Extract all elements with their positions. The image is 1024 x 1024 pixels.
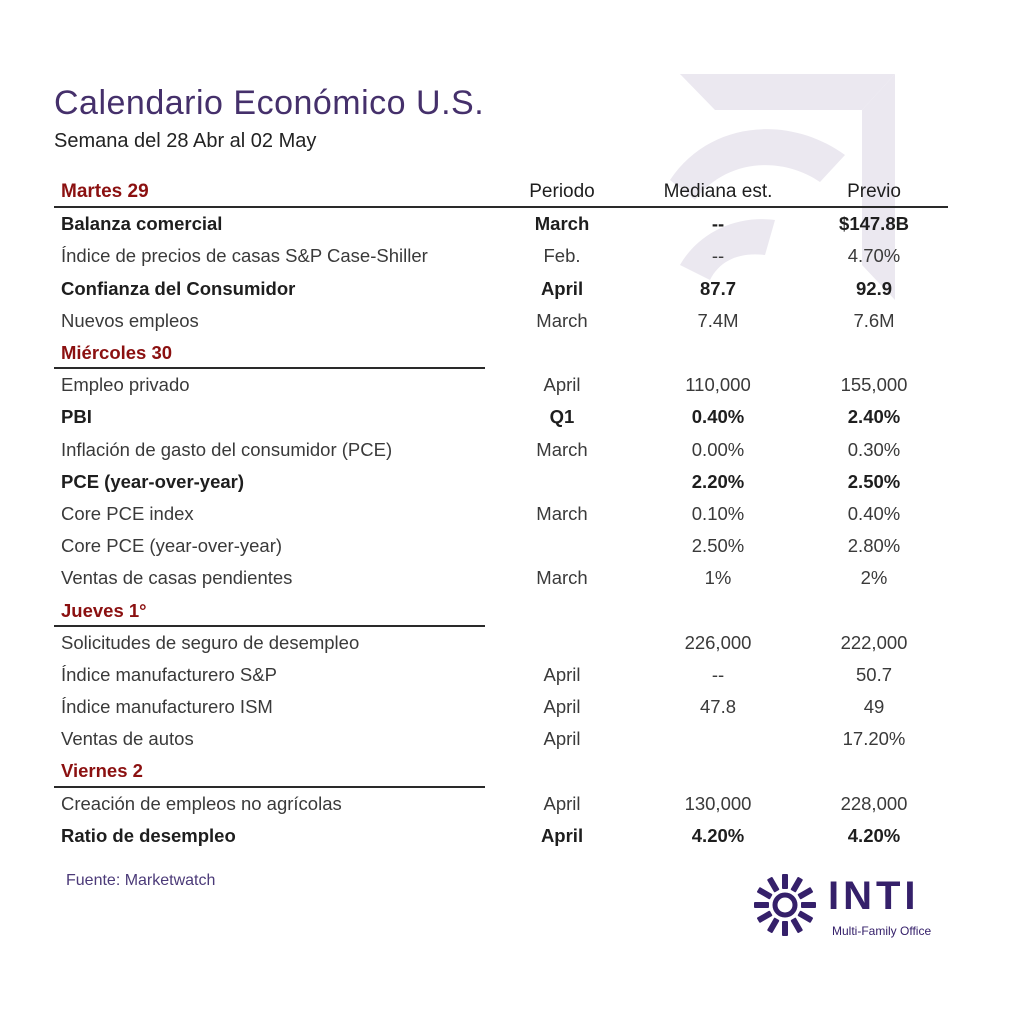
period-value: April bbox=[543, 663, 581, 685]
day-header-row bbox=[54, 594, 954, 626]
indicator-name: PBI bbox=[61, 406, 92, 428]
table-row bbox=[54, 305, 954, 337]
previous-value: 49 bbox=[863, 696, 885, 718]
table-row bbox=[54, 788, 954, 820]
indicator-name: Índice manufacturero ISM bbox=[61, 696, 273, 718]
indicator-name: Balanza comercial bbox=[61, 213, 223, 235]
indicator-name: Core PCE index bbox=[61, 502, 194, 524]
day-label: Martes 29 bbox=[61, 181, 149, 203]
period-value: March bbox=[536, 567, 588, 589]
table-row bbox=[54, 691, 954, 723]
indicator-name: Core PCE (year-over-year) bbox=[61, 535, 283, 557]
period-value: March bbox=[536, 502, 588, 524]
period-value: March bbox=[536, 309, 588, 331]
sun-logo-icon bbox=[752, 872, 818, 938]
previous-value: 0.30% bbox=[847, 438, 901, 460]
day-header-row bbox=[54, 755, 954, 787]
previous-value: 50.7 bbox=[856, 663, 893, 685]
calendar-table bbox=[54, 176, 954, 852]
period-value: April bbox=[543, 728, 581, 750]
median-value: 4.20% bbox=[691, 824, 745, 846]
median-value: 2.50% bbox=[691, 535, 745, 557]
table-row bbox=[54, 627, 954, 659]
column-header-previo: Previo bbox=[847, 181, 901, 203]
indicator-name: Índice manufacturero S&P bbox=[61, 663, 277, 685]
table-row bbox=[54, 562, 954, 594]
indicator-name: Índice de precios de casas S&P Case-Shiller bbox=[61, 245, 428, 267]
previous-value: 2% bbox=[860, 567, 888, 589]
indicator-name: PCE (year-over-year) bbox=[61, 470, 245, 492]
median-value: -- bbox=[711, 213, 725, 235]
period-value: April bbox=[543, 696, 581, 718]
indicator-name: Empleo privado bbox=[61, 374, 190, 396]
previous-value: 7.6M bbox=[853, 309, 895, 331]
table-row bbox=[54, 498, 954, 530]
median-value: 130,000 bbox=[684, 792, 752, 814]
page-subtitle: Semana del 28 Abr al 02 May bbox=[54, 130, 317, 152]
previous-value: 2.80% bbox=[847, 535, 901, 557]
indicator-name: Nuevos empleos bbox=[61, 309, 199, 331]
table-row bbox=[54, 369, 954, 401]
indicator-name: Solicitudes de seguro de desempleo bbox=[61, 631, 360, 653]
indicator-name: Ratio de desempleo bbox=[61, 824, 236, 846]
indicator-name: Ventas de casas pendientes bbox=[61, 567, 293, 589]
indicator-name: Inflación de gasto del consumidor (PCE) bbox=[61, 438, 393, 460]
previous-value: 228,000 bbox=[840, 792, 908, 814]
period-value: April bbox=[540, 824, 584, 846]
median-value: 2.20% bbox=[691, 470, 745, 492]
previous-value: 4.70% bbox=[847, 245, 901, 267]
logo-wordmark: INTI bbox=[828, 874, 920, 918]
source-note: Fuente: Marketwatch bbox=[66, 872, 216, 889]
table-row bbox=[54, 723, 954, 755]
median-value: -- bbox=[711, 663, 725, 685]
table-header-row bbox=[54, 176, 954, 208]
column-header-periodo: Periodo bbox=[529, 181, 595, 203]
table-row bbox=[54, 208, 954, 240]
median-value: 1% bbox=[704, 567, 732, 589]
table-row bbox=[54, 659, 954, 691]
median-value: -- bbox=[711, 245, 725, 267]
period-value: March bbox=[536, 438, 588, 460]
median-value: 226,000 bbox=[684, 631, 752, 653]
table-row bbox=[54, 240, 954, 272]
median-value: 0.00% bbox=[691, 438, 745, 460]
indicator-name: Ventas de autos bbox=[61, 728, 194, 750]
median-value: 110,000 bbox=[685, 374, 751, 396]
previous-value: 2.40% bbox=[847, 406, 901, 428]
day-label: Miércoles 30 bbox=[61, 342, 173, 364]
column-header-mediana: Mediana est. bbox=[663, 181, 773, 203]
previous-value: 17.20% bbox=[842, 728, 906, 750]
table-row bbox=[54, 401, 954, 433]
median-value: 0.10% bbox=[691, 502, 745, 524]
period-value: April bbox=[540, 277, 584, 299]
period-value: March bbox=[534, 213, 590, 235]
period-value: Feb. bbox=[543, 245, 581, 267]
previous-value: 92.9 bbox=[856, 277, 893, 299]
table-row bbox=[54, 820, 954, 852]
indicator-name: Creación de empleos no agrícolas bbox=[61, 792, 342, 814]
day-label: Viernes 2 bbox=[61, 760, 143, 782]
indicator-name: Confianza del Consumidor bbox=[61, 277, 296, 299]
previous-value: 4.20% bbox=[847, 824, 901, 846]
previous-value: $147.8B bbox=[839, 213, 909, 235]
median-value: 0.40% bbox=[691, 406, 745, 428]
period-value: Q1 bbox=[549, 406, 575, 428]
table-row bbox=[54, 530, 954, 562]
day-label: Jueves 1° bbox=[61, 599, 147, 621]
table-row bbox=[54, 434, 954, 466]
day-header-row bbox=[54, 337, 954, 369]
median-value: 47.8 bbox=[700, 696, 737, 718]
logo-tagline: Multi-Family Office bbox=[832, 924, 932, 938]
previous-value: 0.40% bbox=[847, 502, 901, 524]
median-value: 87.7 bbox=[700, 277, 737, 299]
page-title: Calendario Económico U.S. bbox=[54, 84, 485, 122]
table-row bbox=[54, 273, 954, 305]
company-logo bbox=[752, 872, 952, 942]
previous-value: 222,000 bbox=[840, 631, 908, 653]
previous-value: 2.50% bbox=[847, 470, 901, 492]
table-row bbox=[54, 466, 954, 498]
previous-value: 155,000 bbox=[840, 374, 908, 396]
period-value: April bbox=[543, 374, 581, 396]
period-value: April bbox=[543, 792, 581, 814]
median-value: 7.4M bbox=[697, 309, 739, 331]
